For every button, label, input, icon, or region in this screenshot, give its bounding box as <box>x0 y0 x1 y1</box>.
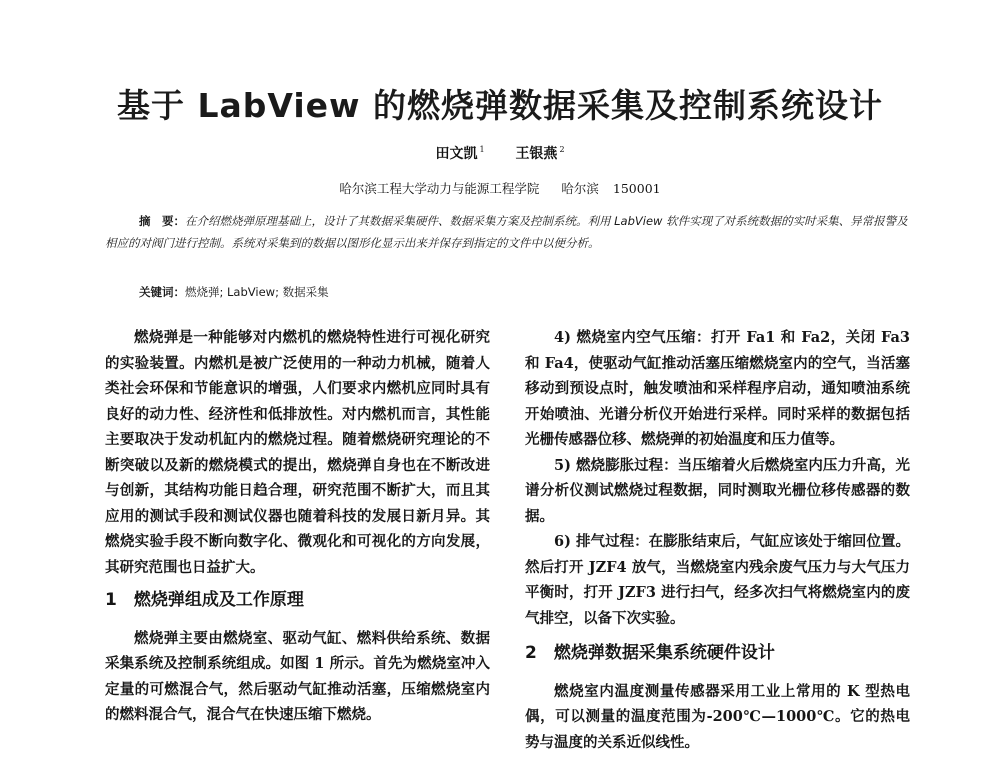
abstract-label: 摘 要： <box>139 214 185 228</box>
abstract <box>105 210 913 254</box>
keywords-label: 关键词： <box>139 285 185 299</box>
author-affiliation-mark: 2 <box>559 145 565 154</box>
affiliation-institution: 哈尔滨工程大学动力与能源工程学院 <box>339 181 540 196</box>
affiliation <box>0 179 1000 197</box>
author-affiliation-mark: 1 <box>479 145 485 154</box>
step-4-paragraph: 4) 燃烧室内空气压缩：打开 Fa1 和 Fa2，关闭 Fa3 和 Fa4，使驱动气缸推动活塞压缩燃烧室内的空气，当活塞移动到预设点时，触发喷油和采样程序启动，通知喷油系统开始喷油、光谱分析仪开始进行采样。同时采样的数据包括光栅传感器位移、燃烧弹的初始温度和压力值等。 <box>525 329 910 448</box>
affiliation-city: 哈尔滨 <box>561 181 599 196</box>
section-1-heading: 1 燃烧弹组成及工作原理 <box>105 590 304 610</box>
affiliation-postcode: 150001 <box>612 181 661 196</box>
step-6-paragraph: 6) 排气过程：在膨胀结束后，气缸应该处于缩回位置。然后打开 JZF4 放气，当燃烧室内残余废气压力与大气压力平衡时，打开 JZF3 进行扫气，经多次扫气将燃烧室内的废气排空，以备下次实验。 <box>525 533 910 627</box>
keywords-text: 燃烧弹; LabView; 数据采集 <box>185 285 329 299</box>
section-2-heading: 2 燃烧弹数据采集系统硬件设计 <box>525 643 775 663</box>
section-1-paragraph: 燃烧弹主要由燃烧室、驱动气缸、燃料供给系统、数据采集系统及控制系统组成。如图 1 所示。首先为燃烧室冲入定量的可燃混合气，然后驱动气缸推动活塞，压缩燃烧室内的燃料混合气，混合气在快速压缩下燃烧。 <box>105 629 490 723</box>
author-line <box>0 143 1000 163</box>
right-column <box>525 325 910 755</box>
left-column <box>105 325 490 728</box>
author-name: 王银燕 <box>515 146 558 162</box>
step-5-paragraph: 5) 燃烧膨胀过程：当压缩着火后燃烧室内压力升高，光谱分析仪测试燃烧过程数据，同时测取光栅位移传感器的数据。 <box>525 456 910 525</box>
intro-paragraph: 燃烧弹是一种能够对内燃机的燃烧特性进行可视化研究的实验装置。内燃机是被广泛使用的一种动力机械，随着人类社会环保和节能意识的增强，人们要求内燃机应同时具有良好的动力性、经济性和低排放性。对内燃机而言，其性能主要取决于发动机缸内的燃烧过程。随着燃烧研究理论的不断突破以及新的燃烧模式的提出，燃烧弹自身也在不断改进与创新，其结构功能日趋合理，研究范围不断扩大，而且其应用的测试手段和测试仪器也随着科技的发展日新月异。其燃烧实验手段不断向数字化、微观化和可视化的方向发展，其研究范围也日益扩大。 <box>105 329 490 576</box>
section-2-paragraph: 燃烧室内温度测量传感器采用工业上常用的 K 型热电偶，可以测量的温度范围为-200℃—1000℃。它的热电势与温度的关系近似线性。 <box>525 682 910 751</box>
author-name: 田文凯 <box>435 146 478 162</box>
abstract-text: 在介绍燃烧弹原理基础上，设计了其数据采集硬件、数据采集方案及控制系统。利用 LabView 软件实现了对系统数据的实时采集、异常报警及相应的对阀门进行控制。系统对采集到的数据以图形化显示出来并保存到指定的文件中以便分析。 <box>105 214 908 250</box>
paper-title: 基于 LabView 的燃烧弹数据采集及控制系统设计 <box>116 86 884 125</box>
keywords <box>139 284 329 300</box>
